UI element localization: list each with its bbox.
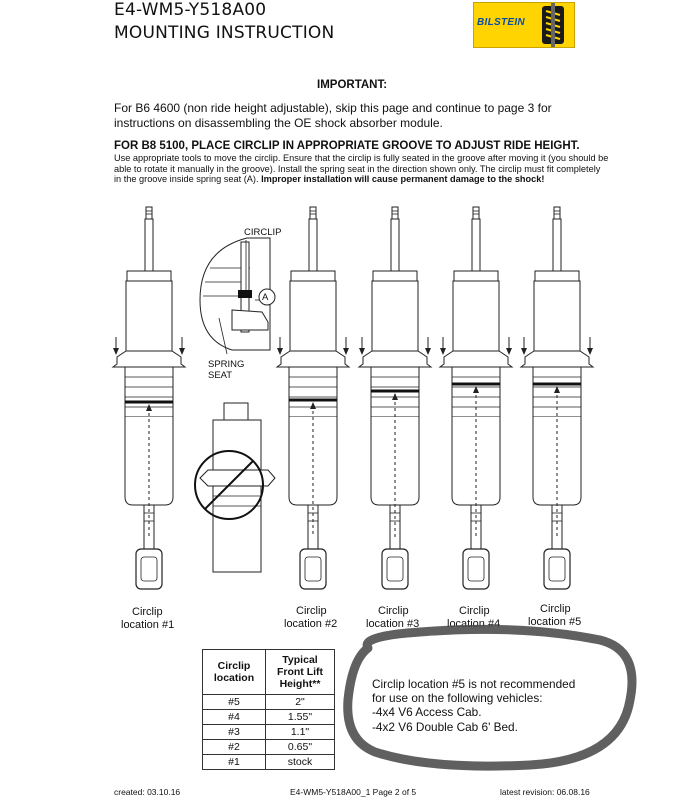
header-lift-height: Typical Front Lift Height** — [266, 650, 335, 695]
table-row — [203, 710, 335, 725]
circlip-detail-view — [200, 227, 281, 381]
row-height: 0.65" — [266, 740, 335, 755]
spring-label: SPRING — [208, 359, 245, 370]
note-line-3: -4x4 V6 Access Cab. — [372, 705, 482, 720]
seat-label: SEAT — [208, 370, 233, 381]
row-height: 1.1" — [266, 725, 335, 740]
footer-revision: latest revision: 06.08.16 — [500, 787, 590, 797]
location-3-line1: Circlip — [378, 605, 409, 617]
location-4-line2: location #4 — [447, 618, 501, 630]
note-line-2: for use on the following vehicles: — [372, 691, 543, 706]
note-line-4: -4x2 V6 Double Cab 6' Bed. — [372, 719, 518, 734]
row-location: #5 — [203, 695, 266, 710]
shock-location-2 — [277, 207, 349, 589]
shock-location-5 — [521, 207, 593, 589]
footer-created: created: 03.10.16 — [114, 787, 181, 797]
row-height: stock — [266, 755, 335, 770]
circlip-label: CIRCLIP — [244, 227, 282, 238]
document-code: E4-WM5-Y518A00 — [114, 0, 267, 20]
table-row — [203, 740, 335, 755]
row-height: 2" — [266, 695, 335, 710]
table-row — [203, 755, 335, 770]
location-1-line2: location #1 — [121, 619, 175, 631]
note-line-1: Circlip location #5 is not recommended — [372, 677, 576, 691]
row-height: 1.55" — [266, 710, 335, 725]
shock-location-3 — [359, 207, 431, 589]
wrong-installation-view — [195, 403, 275, 572]
footer-page: E4-WM5-Y518A00_1 Page 2 of 5 — [290, 787, 417, 797]
detail-marker-a: A — [262, 292, 269, 303]
instruction-warning: Improper installation will cause permanent damage to the shock! — [261, 174, 545, 185]
location-5-line1: Circlip — [540, 603, 571, 615]
location-2-line1: Circlip — [296, 605, 327, 617]
table-row — [203, 695, 335, 710]
row-location: #2 — [203, 740, 266, 755]
table-row — [203, 725, 335, 740]
row-location: #3 — [203, 725, 266, 740]
brand-name: BILSTEIN — [477, 17, 525, 28]
document-title: MOUNTING INSTRUCTION — [114, 23, 335, 43]
important-heading: IMPORTANT: — [317, 79, 388, 91]
row-location: #1 — [203, 755, 266, 770]
table-header-row — [203, 650, 335, 695]
intro-text: For B6 4600 (non ride height adjustable), skip this page and continue to page 3 for instructions on disassembling the OE shock absorber module. — [114, 101, 552, 130]
instruction-text: Use appropriate tools to move the circlip. Ensure that the circlip is fully seated in the groove after moving it (you should be able to rotate it manually in the groove). Install the spring seat in the direction shown only. The circlip must fit completely in the groove inside spring seat (A). — [114, 153, 609, 185]
location-5-line2: location #5 — [528, 616, 582, 628]
location-3-line2: location #3 — [366, 618, 420, 630]
header-circlip-location: Circlip location — [203, 650, 266, 695]
shock-location-4 — [440, 207, 512, 589]
shock-location-1 — [113, 207, 185, 589]
vehicle-note — [372, 677, 602, 734]
location-4-line1: Circlip — [459, 605, 490, 617]
row-location: #4 — [203, 710, 266, 725]
lift-height-table — [202, 649, 335, 770]
location-2-line2: location #2 — [284, 618, 338, 630]
section-heading: FOR B8 5100, PLACE CIRCLIP IN APPROPRIATE GROOVE TO ADJUST RIDE HEIGHT. — [114, 140, 580, 152]
location-1-line1: Circlip — [132, 606, 163, 618]
